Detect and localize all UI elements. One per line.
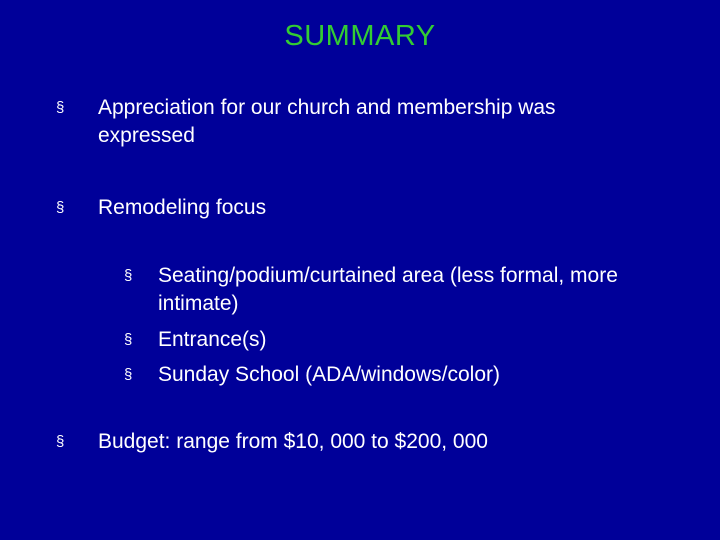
- bullet-item-appreciation: [56, 94, 676, 154]
- bullet-text: Remodeling focus: [98, 196, 267, 219]
- bullet-marker-icon: §: [124, 366, 133, 383]
- bullet-text: Appreciation for our church and membership was expressed: [98, 96, 556, 147]
- bullet-marker-icon: §: [124, 267, 133, 284]
- bullet-marker-icon: §: [124, 331, 133, 348]
- sub-bullet-item-entrance: [124, 326, 699, 356]
- sub-bullet-text: Sunday School (ADA/windows/color): [158, 363, 500, 386]
- bullet-marker-icon: §: [56, 199, 65, 216]
- bullet-item-remodeling: [56, 194, 676, 224]
- slide-title: SUMMARY: [284, 20, 436, 52]
- sub-bullet-item-sunday-school: [124, 361, 699, 391]
- bullet-item-budget: [56, 428, 676, 458]
- bullet-text: Budget: range from $10, 000 to $200, 000: [98, 430, 488, 453]
- bullet-marker-icon: §: [56, 99, 65, 116]
- bullet-marker-icon: §: [56, 433, 65, 450]
- sub-bullet-text: Seating/podium/curtained area (less formal, more intimate): [158, 264, 618, 315]
- sub-bullet-item-seating: [124, 262, 699, 320]
- sub-bullet-text: Entrance(s): [158, 328, 267, 351]
